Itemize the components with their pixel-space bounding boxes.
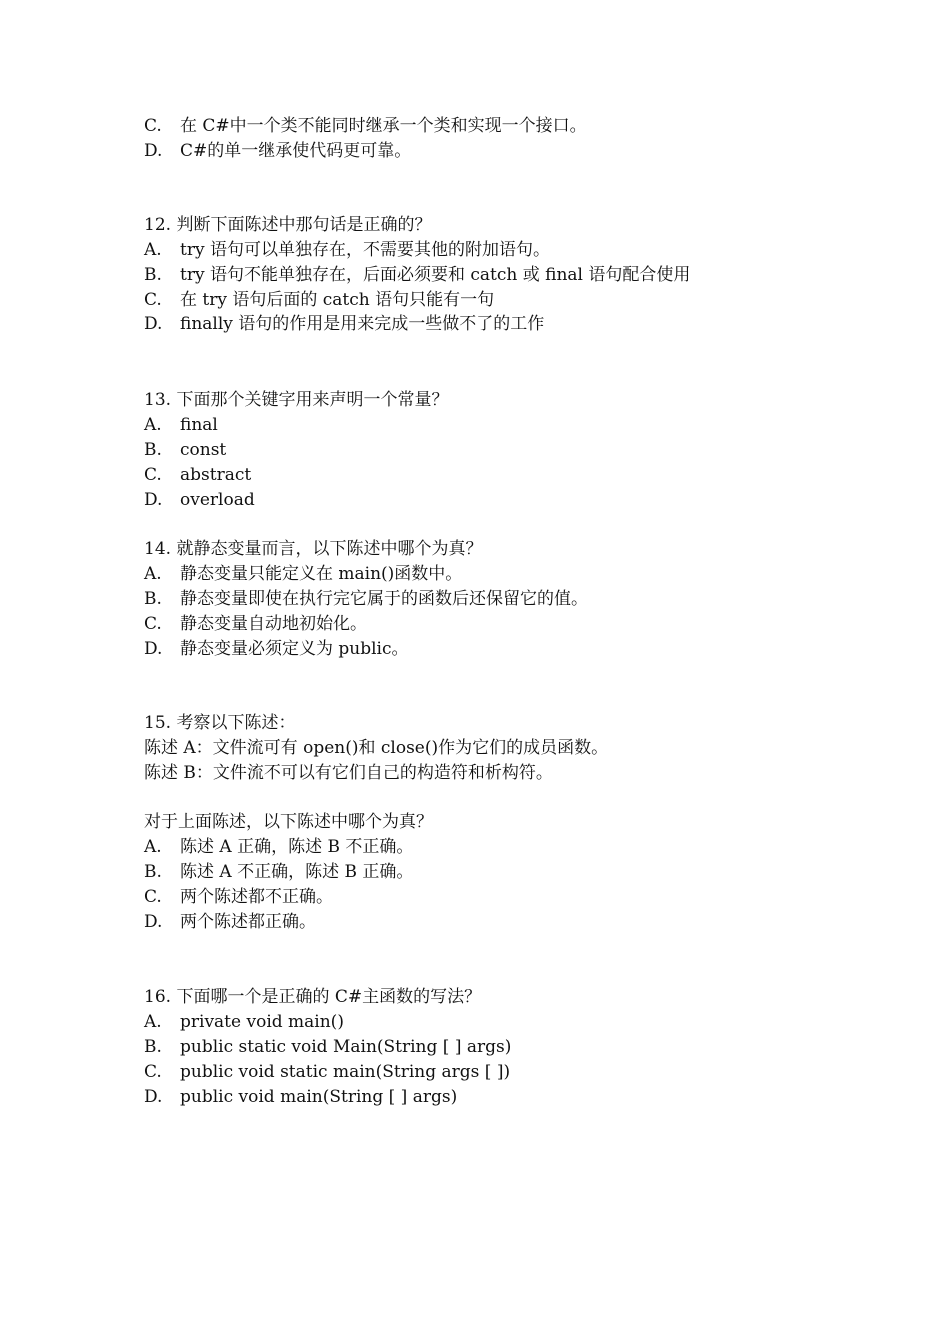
option-c bbox=[144, 114, 587, 138]
option-a bbox=[144, 238, 550, 262]
option-text: 在 try 语句后面的 catch 语句只能有一句 bbox=[180, 290, 495, 310]
option-d bbox=[144, 1085, 457, 1109]
option-d bbox=[144, 910, 316, 934]
option-c bbox=[144, 288, 494, 312]
option-c bbox=[144, 612, 367, 636]
option-text: try 语句可以单独存在，不需要其他的附加语句。 bbox=[180, 240, 550, 260]
question-15: 15. 考察以下陈述： bbox=[144, 713, 296, 733]
option-text: 静态变量必须定义为 public。 bbox=[180, 639, 409, 659]
option-letter: D. bbox=[144, 314, 163, 334]
option-letter: C. bbox=[144, 116, 162, 136]
option-text: 静态变量即使在执行完它属于的函数后还保留它的值。 bbox=[180, 589, 588, 609]
option-text: finally 语句的作用是用来完成一些做不了的工作 bbox=[180, 314, 545, 334]
option-text: 静态变量自动地初始化。 bbox=[180, 614, 367, 634]
option-d bbox=[144, 488, 255, 512]
question-14: 14. 就静态变量而言，以下陈述中哪个为真？ bbox=[144, 539, 483, 559]
option-a bbox=[144, 562, 462, 586]
option-c bbox=[144, 1060, 510, 1084]
statement-b: 陈述 B：文件流不可以有它们自己的构造符和析构符。 bbox=[144, 763, 553, 783]
option-letter: D. bbox=[144, 141, 163, 161]
option-d bbox=[144, 312, 544, 336]
option-letter: C. bbox=[144, 614, 162, 634]
option-c bbox=[144, 885, 333, 909]
option-text: final bbox=[180, 415, 218, 435]
option-text: overload bbox=[180, 490, 255, 510]
option-b bbox=[144, 438, 226, 462]
option-letter: C. bbox=[144, 290, 162, 310]
option-a bbox=[144, 835, 413, 859]
option-text: public static void Main(String [ ] args) bbox=[180, 1037, 512, 1057]
option-d bbox=[144, 139, 411, 163]
option-text: abstract bbox=[180, 465, 252, 485]
option-letter: C. bbox=[144, 1062, 162, 1082]
question-15-prompt: 对于上面陈述，以下陈述中哪个为真？ bbox=[144, 812, 433, 832]
option-a bbox=[144, 1010, 344, 1034]
option-a bbox=[144, 413, 218, 437]
option-letter: C. bbox=[144, 887, 162, 907]
option-text: 陈述 A 不正确，陈述 B 正确。 bbox=[180, 862, 414, 882]
option-text: private void main() bbox=[180, 1012, 344, 1032]
option-text: 陈述 A 正确，陈述 B 不正确。 bbox=[180, 837, 414, 857]
question-13: 13. 下面那个关键字用来声明一个常量？ bbox=[144, 390, 449, 410]
option-letter: B. bbox=[144, 862, 162, 882]
option-letter: A. bbox=[144, 415, 162, 435]
option-text: public void main(String [ ] args) bbox=[180, 1087, 458, 1107]
option-text: const bbox=[180, 440, 227, 460]
option-letter: B. bbox=[144, 440, 162, 460]
option-text: public void static main(String args [ ]) bbox=[180, 1062, 511, 1082]
option-letter: D. bbox=[144, 912, 163, 932]
option-b bbox=[144, 1035, 511, 1059]
option-d bbox=[144, 637, 409, 661]
option-letter: A. bbox=[144, 240, 162, 260]
statement-a: 陈述 A：文件流可有 open()和 close()作为它们的成员函数。 bbox=[144, 738, 609, 758]
option-letter: D. bbox=[144, 490, 163, 510]
option-letter: A. bbox=[144, 1012, 162, 1032]
option-letter: B. bbox=[144, 265, 162, 285]
option-text: 静态变量只能定义在 main()函数中。 bbox=[180, 564, 463, 584]
option-b bbox=[144, 587, 588, 611]
option-letter: B. bbox=[144, 589, 162, 609]
option-text: C#的单一继承使代码更可靠。 bbox=[180, 141, 412, 161]
option-letter: A. bbox=[144, 837, 162, 857]
option-letter: B. bbox=[144, 1037, 162, 1057]
option-b bbox=[144, 860, 413, 884]
option-letter: D. bbox=[144, 639, 163, 659]
option-letter: D. bbox=[144, 1087, 163, 1107]
option-text: 两个陈述都不正确。 bbox=[180, 887, 333, 907]
option-c bbox=[144, 463, 251, 487]
question-12: 12. 判断下面陈述中那句话是正确的？ bbox=[144, 215, 432, 235]
question-16: 16. 下面哪一个是正确的 C#主函数的写法？ bbox=[144, 987, 482, 1007]
option-letter: C. bbox=[144, 465, 162, 485]
option-text: 在 C#中一个类不能同时继承一个类和实现一个接口。 bbox=[180, 116, 587, 136]
option-text: try 语句不能单独存在，后面必须要和 catch 或 final 语句配合使用 bbox=[180, 265, 691, 285]
option-text: 两个陈述都正确。 bbox=[180, 912, 316, 932]
option-letter: A. bbox=[144, 564, 162, 584]
option-b bbox=[144, 263, 690, 287]
